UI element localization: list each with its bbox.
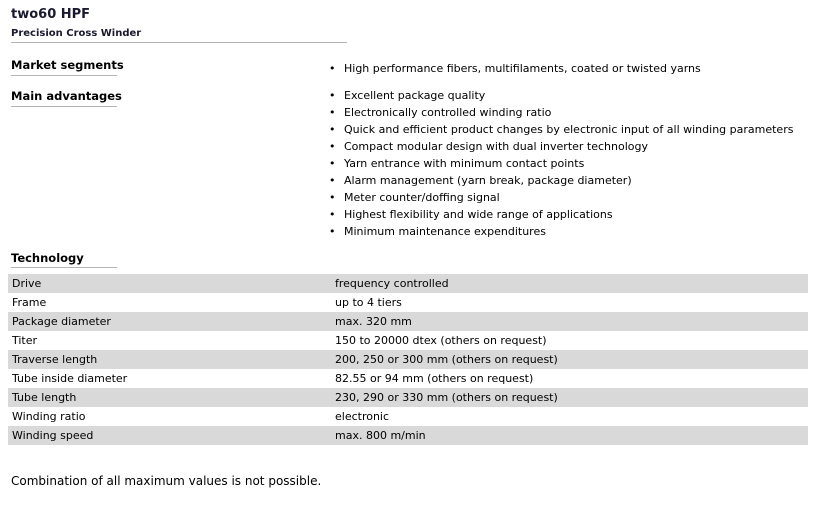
spec-value: electronic bbox=[335, 410, 390, 423]
spec-label: Titer bbox=[12, 334, 38, 347]
list-item-text: Quick and efficient product changes by electronic input of all winding parameters bbox=[344, 123, 794, 136]
spec-value: 150 to 20000 dtex (others on request) bbox=[335, 334, 547, 347]
bullet-icon: • bbox=[329, 208, 336, 221]
spec-label: Tube length bbox=[8, 388, 331, 407]
market-segments-list bbox=[327, 60, 701, 77]
main-advantages-heading: Main advantages bbox=[11, 89, 122, 103]
bullet-icon: • bbox=[329, 123, 336, 136]
list-item bbox=[327, 155, 793, 172]
list-item-text: Highest flexibility and wide range of applications bbox=[344, 208, 613, 221]
list-item-text: High performance fibers, multifilaments, coated or twisted yarns bbox=[344, 62, 701, 75]
footnote: Combination of all maximum values is not possible. bbox=[11, 474, 322, 488]
spec-value: frequency controlled bbox=[331, 274, 808, 293]
list-item bbox=[327, 104, 793, 121]
market-segments-divider bbox=[11, 75, 117, 76]
spec-label: Tube inside diameter bbox=[12, 372, 128, 385]
list-item bbox=[327, 223, 793, 240]
table-row bbox=[8, 426, 808, 445]
spec-value: up to 4 tiers bbox=[335, 296, 402, 309]
list-item bbox=[327, 121, 793, 138]
bullet-icon: • bbox=[329, 174, 336, 187]
spec-value: max. 800 m/min bbox=[331, 426, 808, 445]
spec-label: Winding ratio bbox=[12, 410, 86, 423]
spec-label: Traverse length bbox=[8, 350, 331, 369]
list-item-text: Yarn entrance with minimum contact points bbox=[344, 157, 585, 170]
table-row bbox=[8, 407, 808, 426]
table-row bbox=[8, 331, 808, 350]
list-item bbox=[327, 138, 793, 155]
main-advantages-divider bbox=[11, 106, 117, 107]
bullet-icon: • bbox=[329, 89, 336, 102]
bullet-icon: • bbox=[329, 191, 336, 204]
table-row bbox=[8, 369, 808, 388]
technology-table bbox=[8, 274, 808, 445]
bullet-icon: • bbox=[329, 225, 336, 238]
list-item-text: Compact modular design with dual inverter technology bbox=[344, 140, 648, 153]
main-advantages-list bbox=[327, 87, 793, 240]
list-item bbox=[327, 60, 701, 77]
list-item-text: Alarm management (yarn break, package diameter) bbox=[344, 174, 632, 187]
table-row bbox=[8, 388, 808, 407]
product-subtitle: Precision Cross Winder bbox=[11, 28, 142, 39]
bullet-icon: • bbox=[329, 62, 336, 75]
list-item-text: Minimum maintenance expenditures bbox=[344, 225, 546, 238]
technology-heading: Technology bbox=[11, 251, 84, 265]
product-title: two60 HPF bbox=[11, 7, 91, 22]
bullet-icon: • bbox=[329, 157, 336, 170]
spec-value: 230, 290 or 330 mm (others on request) bbox=[331, 388, 808, 407]
title-divider bbox=[11, 42, 347, 43]
spec-label: Package diameter bbox=[8, 312, 331, 331]
spec-value: max. 320 mm bbox=[331, 312, 808, 331]
market-segments-heading: Market segments bbox=[11, 58, 124, 72]
bullet-icon: • bbox=[329, 140, 336, 153]
table-row bbox=[8, 293, 808, 312]
list-item bbox=[327, 189, 793, 206]
list-item bbox=[327, 172, 793, 189]
list-item-text: Electronically controlled winding ratio bbox=[344, 106, 552, 119]
spec-label: Frame bbox=[12, 296, 47, 309]
table-row bbox=[8, 274, 808, 293]
technology-divider bbox=[11, 267, 117, 268]
table-row bbox=[8, 350, 808, 369]
list-item bbox=[327, 87, 793, 104]
bullet-icon: • bbox=[329, 106, 336, 119]
table-row bbox=[8, 312, 808, 331]
list-item-text: Excellent package quality bbox=[344, 89, 486, 102]
spec-value: 82.55 or 94 mm (others on request) bbox=[335, 372, 534, 385]
list-item-text: Meter counter/doffing signal bbox=[344, 191, 500, 204]
spec-label: Winding speed bbox=[8, 426, 331, 445]
spec-value: 200, 250 or 300 mm (others on request) bbox=[331, 350, 808, 369]
list-item bbox=[327, 206, 793, 223]
spec-label: Drive bbox=[8, 274, 331, 293]
